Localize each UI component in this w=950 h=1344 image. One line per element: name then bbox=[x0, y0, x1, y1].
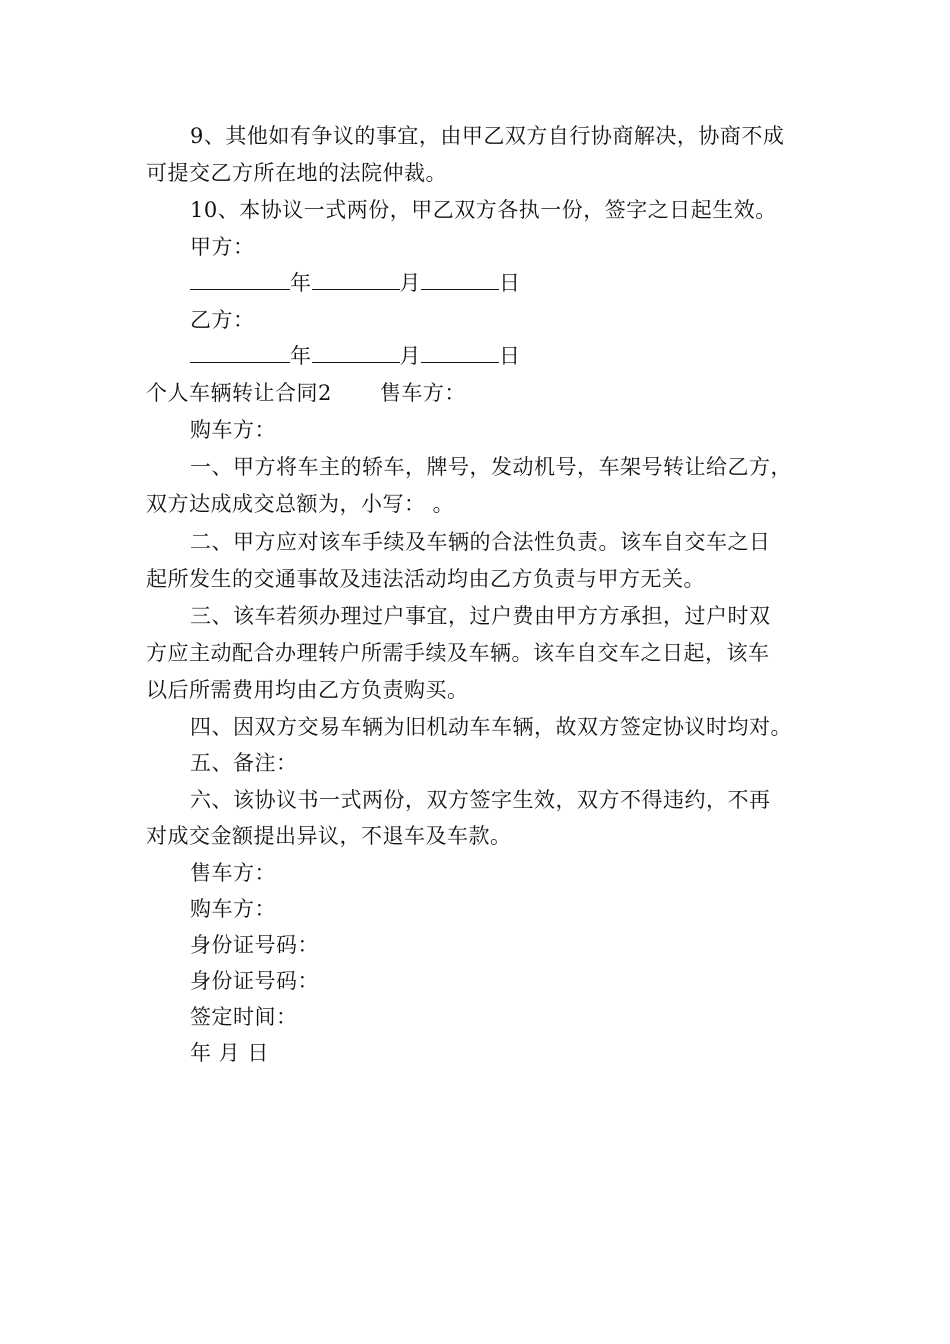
signing-time-label: 签定时间： bbox=[190, 1005, 298, 1029]
year-blank[interactable] bbox=[190, 265, 290, 290]
seller-signature-label: 售车方： bbox=[190, 861, 276, 885]
clause-6-line-2: 对成交金额提出异议，不退车及车款。 bbox=[146, 824, 512, 848]
day-blank[interactable] bbox=[421, 338, 499, 363]
clause-10: 10、本协议一式两份，甲乙双方各执一份，签字之日起生效。 bbox=[190, 198, 777, 222]
party-a-label: 甲方： bbox=[190, 235, 255, 259]
month-label: 月 bbox=[399, 271, 421, 295]
clause-5: 五、备注： bbox=[190, 751, 298, 775]
party-a-date-line bbox=[190, 265, 521, 301]
month-blank[interactable] bbox=[312, 265, 400, 290]
id-number-label-1: 身份证号码： bbox=[190, 933, 319, 957]
buyer-label: 购车方： bbox=[190, 418, 276, 442]
day-blank[interactable] bbox=[421, 265, 499, 290]
clause-2-line-2: 起所发生的交通事故及违法活动均由乙方负责与甲方无关。 bbox=[146, 567, 705, 591]
clause-1-line-2: 双方达成成交总额为，小写： 。 bbox=[146, 492, 455, 516]
day-label: 日 bbox=[499, 344, 521, 368]
party-b-label: 乙方： bbox=[190, 308, 255, 332]
contract-title: 个人车辆转让合同2 bbox=[146, 381, 332, 405]
clause-9-line-1: 9、其他如有争议的事宜，由甲乙双方自行协商解决，协商不成 bbox=[190, 124, 785, 148]
clause-4: 四、因双方交易车辆为旧机动车车辆，故双方签定协议时均对。 bbox=[190, 715, 792, 739]
signing-date: 年 月 日 bbox=[190, 1041, 269, 1065]
year-label: 年 bbox=[290, 344, 312, 368]
buyer-signature-label: 购车方： bbox=[190, 897, 276, 921]
seller-label-inline: 售车方： bbox=[379, 381, 466, 405]
clause-1-line-1: 一、甲方将车主的轿车，牌号，发动机号，车架号转让给乙方， bbox=[190, 455, 792, 479]
year-label: 年 bbox=[290, 271, 312, 295]
clause-6-line-1: 六、该协议书一式两份，双方签字生效，双方不得违约，不再 bbox=[190, 788, 771, 812]
id-number-label-2: 身份证号码： bbox=[190, 969, 319, 993]
party-b-date-line bbox=[190, 338, 521, 374]
year-blank[interactable] bbox=[190, 338, 290, 363]
clause-3-line-2: 方应主动配合办理转户所需手续及车辆。该车自交车之日起，该车 bbox=[146, 641, 770, 665]
contract-heading-line bbox=[146, 375, 466, 411]
clause-3-line-1: 三、该车若须办理过户事宜，过户费由甲方方承担，过户时双 bbox=[190, 604, 771, 628]
month-label: 月 bbox=[399, 344, 421, 368]
clause-3-line-3: 以后所需费用均由乙方负责购买。 bbox=[146, 678, 469, 702]
clause-9-line-2: 可提交乙方所在地的法院仲裁。 bbox=[146, 161, 447, 185]
day-label: 日 bbox=[499, 271, 521, 295]
clause-2-line-1: 二、甲方应对该车手续及车辆的合法性负责。该车自交车之日 bbox=[190, 530, 771, 554]
month-blank[interactable] bbox=[312, 338, 400, 363]
